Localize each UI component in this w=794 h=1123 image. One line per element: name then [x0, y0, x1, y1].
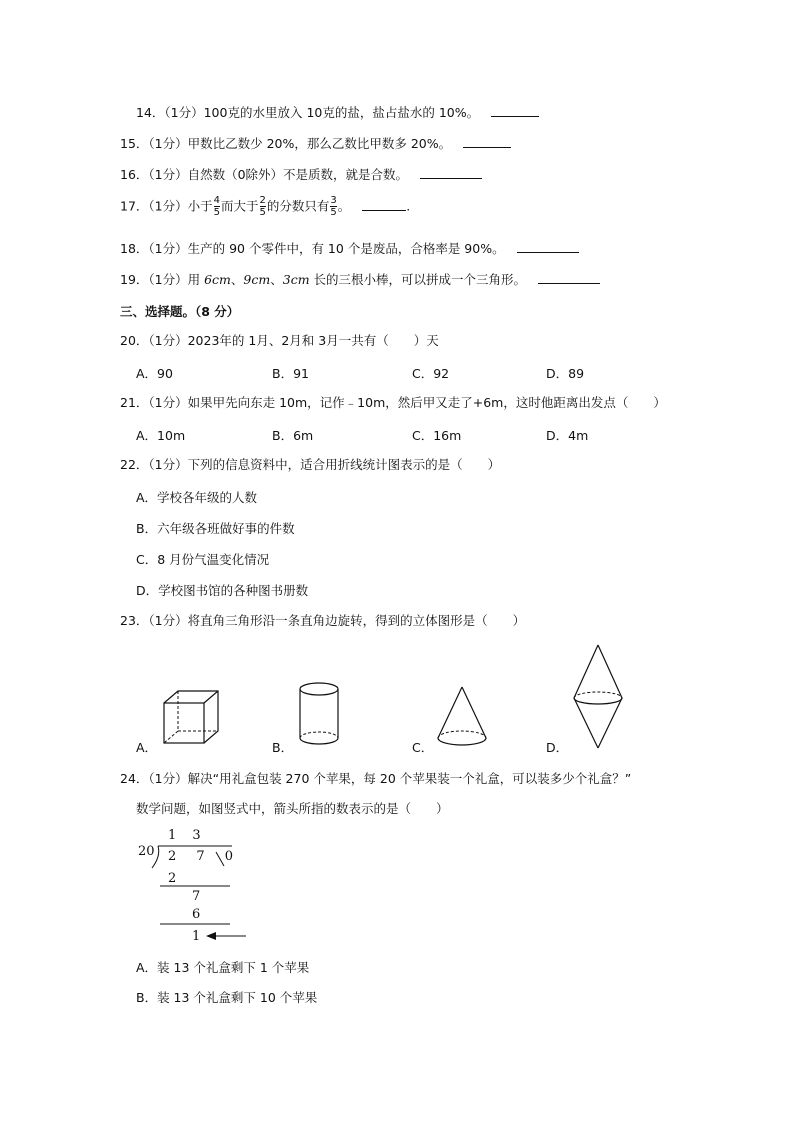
question-15-text: 15．（1分）甲数比乙数少 20%，那么乙数比甲数多 20%。: [120, 136, 452, 151]
answer-blank-14[interactable]: [491, 104, 539, 117]
question-18-text: 18．（1分）生产的 90 个零件中，有 10 个是废品，合格率是 90%。: [120, 241, 505, 256]
question-16-text: 16．（1分）自然数（0除外）不是质数，就是合数。: [120, 167, 409, 182]
cylinder-figure: [296, 680, 342, 750]
arrow-icon: [206, 932, 216, 940]
fraction-2-5: [260, 196, 266, 218]
division-lines: [138, 828, 248, 948]
double-cone-side: [574, 698, 598, 748]
cone-figure: [434, 684, 490, 750]
question-19-text-b: 长的三根小棒，可以拼成一个三角形。: [309, 272, 527, 287]
q23-option-a[interactable]: A．: [136, 740, 158, 755]
division-divisor: 20: [138, 844, 155, 859]
q22-option-a[interactable]: A．学校各年级的人数: [136, 490, 258, 505]
section-title-choice: 三、选择题。（8 分）: [120, 304, 240, 319]
cube-hidden-edge: [164, 731, 178, 743]
question-17: [120, 196, 410, 218]
question-21: 21．（1分）如果甲先向东走 10m，记作﹣10m，然后甲又走了+6m，这时他距离出发点（ ）: [120, 395, 666, 410]
question-15: [120, 135, 511, 153]
answer-blank-17[interactable]: [362, 198, 406, 211]
cone-base-front: [438, 738, 486, 745]
question-22: 22．（1分）下列的信息资料中，适合用折线统计图表示的是（ ）: [120, 457, 501, 472]
cylinder-top: [300, 683, 338, 695]
q23-option-d[interactable]: D．: [546, 740, 569, 755]
length-3cm: 3cm: [282, 272, 310, 287]
question-17-text-b: 而大于: [220, 198, 259, 214]
q24-option-b[interactable]: B．装 13 个礼盒剩下 10 个苹果: [136, 990, 318, 1005]
fraction-numerator: 2: [259, 195, 266, 206]
division-step-subtract: 2: [168, 871, 177, 886]
q22-option-d[interactable]: D．学校图书馆的各种图书册数: [136, 583, 309, 598]
q23-option-b[interactable]: B．: [272, 740, 294, 755]
double-cone-side: [598, 645, 622, 698]
question-14: [136, 104, 539, 122]
cube-outline: [164, 691, 218, 743]
q21-option-c[interactable]: C．16m: [412, 428, 462, 443]
fraction-denominator: 5: [213, 207, 220, 218]
division-strike: [216, 852, 224, 866]
cylinder-bottom-front: [300, 738, 338, 744]
question-20: 20．（1分）2023年的 1月、2月和 3月一共有（ ）天: [120, 333, 439, 348]
double-cone-middle-back: [574, 692, 622, 698]
q21-option-a[interactable]: A．10m: [136, 428, 186, 443]
separator: 、: [270, 272, 283, 287]
question-17-end: .: [406, 198, 411, 214]
q21-option-d[interactable]: D．4m: [546, 428, 589, 443]
q21-option-b[interactable]: B．6m: [272, 428, 314, 443]
answer-blank-18[interactable]: [517, 240, 579, 253]
q20-option-c[interactable]: C．92: [412, 366, 450, 381]
cube-front-face: [164, 703, 204, 743]
answer-blank-16[interactable]: [420, 166, 482, 179]
division-quotient: 1 3: [168, 828, 207, 843]
q20-option-b[interactable]: B．91: [272, 366, 309, 381]
answer-blank-19[interactable]: [538, 271, 600, 284]
cone-side: [438, 687, 462, 738]
cube-figure: [160, 688, 222, 750]
question-19-text-a: 19．（1分）用: [120, 272, 205, 287]
question-17-text-c: 的分数只有: [266, 198, 330, 214]
cone-side: [462, 687, 486, 738]
q22-option-b[interactable]: B．六年级各班做好事的件数: [136, 521, 295, 536]
fraction-3-5: [330, 196, 336, 218]
question-16: [120, 166, 482, 184]
length-9cm: 9cm: [243, 272, 271, 287]
division-step-bring-down: 7: [192, 889, 201, 904]
question-17-text-d: 。: [337, 198, 351, 214]
question-23: 23．（1分）将直角三角形沿一条直角边旋转，得到的立体图形是（ ）: [120, 613, 526, 628]
division-remainder: 1: [192, 929, 201, 944]
fraction-numerator: 4: [213, 195, 220, 206]
fraction-denominator: 5: [259, 207, 266, 218]
question-24-line1: 24．（1分）解决“用礼盒包装 270 个苹果，每 20 个苹果装一个礼盒，可以装多少个礼盒？”: [120, 771, 632, 786]
double-cone-middle-front: [574, 698, 622, 704]
question-19: [120, 271, 600, 289]
question-17-text-a: 17．（1分）小于: [120, 198, 213, 214]
double-cone-figure: [570, 642, 626, 752]
double-cone-side: [574, 645, 598, 698]
separator: 、: [230, 272, 244, 287]
division-bracket: [152, 846, 159, 868]
question-24-line2: 数学问题，如图竖式中，箭头所指的数表示的是（ ）: [136, 801, 449, 816]
q22-option-c[interactable]: C．8 月份气温变化情况: [136, 552, 270, 567]
question-14-text: 14．（1分）100克的水里放入 10克的盐，盐占盐水的 10%。: [136, 105, 480, 120]
q20-option-d[interactable]: D．89: [546, 366, 585, 381]
cone-base-back: [438, 731, 486, 738]
division-dividend: 2 7 0: [168, 849, 242, 864]
q20-option-a[interactable]: A．90: [136, 366, 173, 381]
division-step-subtract: 6: [192, 907, 201, 922]
cube-edge: [204, 691, 218, 703]
length-6cm: 6cm: [204, 272, 231, 287]
answer-blank-15[interactable]: [463, 135, 511, 148]
question-18: [120, 240, 579, 258]
cylinder-bottom-back: [300, 732, 338, 738]
long-division: [138, 828, 248, 948]
q24-option-a[interactable]: A．装 13 个礼盒剩下 1 个苹果: [136, 960, 310, 975]
fraction-denominator: 5: [330, 207, 337, 218]
fraction-4-5: [214, 196, 220, 218]
q23-option-c[interactable]: C．: [412, 740, 434, 755]
fraction-numerator: 3: [330, 195, 337, 206]
double-cone-side: [598, 698, 622, 748]
